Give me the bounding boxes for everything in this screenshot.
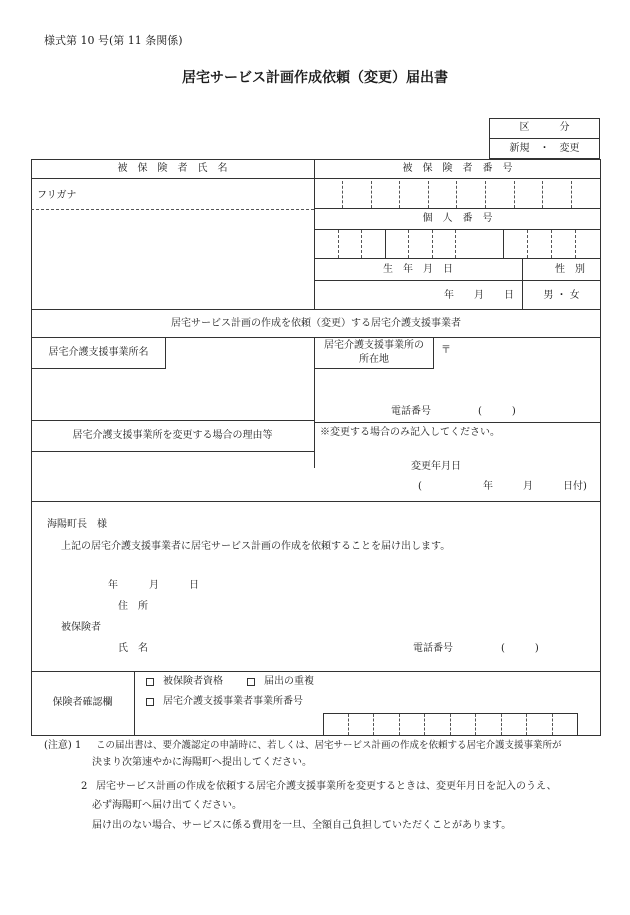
office-name-field[interactable] <box>33 371 312 420</box>
gender-options[interactable]: 男 ・ 女 <box>543 290 580 301</box>
address-label: 住 所 <box>118 601 148 612</box>
addressee: 海陽町長 様 <box>47 519 107 530</box>
change-date-year[interactable]: 年 <box>483 481 493 492</box>
name-label: 氏 名 <box>118 643 148 654</box>
insured-name-header: 被 保 険 者 氏 名 <box>117 163 228 174</box>
birthdate-field[interactable]: 年 月 日 <box>444 290 514 301</box>
postal-mark: 〒 <box>441 345 451 356</box>
declaration-date-year[interactable]: 年 <box>108 580 118 591</box>
office-phone-field[interactable]: ( ) <box>478 406 516 417</box>
declaration-text: 上記の居宅介護支援事業者に居宅サービス計画の作成を依頼することを届け出します。 <box>61 541 451 552</box>
personal-number-field[interactable] <box>316 231 599 258</box>
provider-section-header: 居宅サービス計画の作成を依頼（変更）する居宅介護支援事業者 <box>171 318 461 329</box>
office-address-label-2: 所在地 <box>359 354 389 365</box>
office-address-field[interactable] <box>448 340 598 400</box>
personal-number-header: 個 人 番 号 <box>422 213 493 224</box>
note-2-line-1: 居宅サービス計画の作成を依頼する居宅介護支援事業所を変更するときは、変更年月日を記入のうえ、 <box>96 781 557 792</box>
insured-name-field[interactable] <box>33 212 312 308</box>
check-duplicate-notification[interactable] <box>247 678 255 686</box>
applicant-phone-label: 電話番号 <box>413 643 453 654</box>
change-date-label: 変更年月日 <box>411 461 461 472</box>
note-2-number: 2 <box>81 781 88 792</box>
check-office-number-label: 居宅介護支援事業者事業所番号 <box>163 696 303 707</box>
category-options[interactable]: 新規 ・ 変更 <box>509 143 580 154</box>
office-address-label-1: 居宅介護支援事業所の <box>324 340 424 351</box>
office-name-label: 居宅介護支援事業所名 <box>48 347 149 358</box>
note-1-line-1: この届出書は、要介護認定の申請時に、若しくは、居宅サービス計画の作成を依頼する居宅介護支援事業所が <box>96 740 562 751</box>
change-date-month[interactable]: 月 <box>523 481 533 492</box>
applicant-name-field[interactable] <box>170 639 390 657</box>
birthdate-header: 生 年 月 日 <box>383 264 453 275</box>
check-duplicate-notification-label: 届出の重複 <box>264 676 314 687</box>
insured-label: 被保険者 <box>61 622 101 633</box>
check-office-number[interactable] <box>146 698 154 706</box>
office-phone-label: 電話番号 <box>391 406 431 417</box>
change-reason-label: 居宅介護支援事業所を変更する場合の理由等 <box>72 430 273 441</box>
page-title: 居宅サービス計画作成依頼（変更）届出書 <box>182 70 448 86</box>
note-1-line-2: 決まり次第速やかに海陽町へ提出してください。 <box>92 757 312 768</box>
notes-prefix: (注意) 1 <box>44 740 82 751</box>
insured-number-field[interactable] <box>316 180 599 208</box>
applicant-phone-field[interactable]: ( ) <box>501 643 539 654</box>
change-note: ※変更する場合のみ記入してください。 <box>320 427 500 438</box>
declaration-date-day[interactable]: 日 <box>189 580 199 591</box>
category-label: 区 分 <box>519 122 570 133</box>
change-date-day[interactable]: 日付) <box>563 481 587 492</box>
furigana-divider <box>31 209 314 210</box>
applicant-address-field[interactable] <box>170 597 590 615</box>
check-insured-qualification-label: 被保険者資格 <box>163 676 223 687</box>
furigana-label: フリガナ <box>37 190 77 201</box>
form-number: 様式第 10 号(第 11 条関係) <box>44 34 183 47</box>
check-insured-qualification[interactable] <box>146 678 154 686</box>
declaration-date-month[interactable]: 月 <box>149 580 159 591</box>
gender-header: 性 別 <box>555 264 585 275</box>
insured-number-header: 被 保 険 者 番 号 <box>402 163 513 174</box>
insurer-check-label: 保険者確認欄 <box>52 697 113 708</box>
note-2-line-2: 必ず海陽町へ届け出てください。 <box>92 800 242 811</box>
change-reason-field[interactable] <box>33 453 312 499</box>
note-2-line-3: 届け出のない場合、サービスに係る費用を一旦、全額自己負担していただくことがあります。 <box>92 820 512 831</box>
change-date-open: ( <box>418 481 422 492</box>
